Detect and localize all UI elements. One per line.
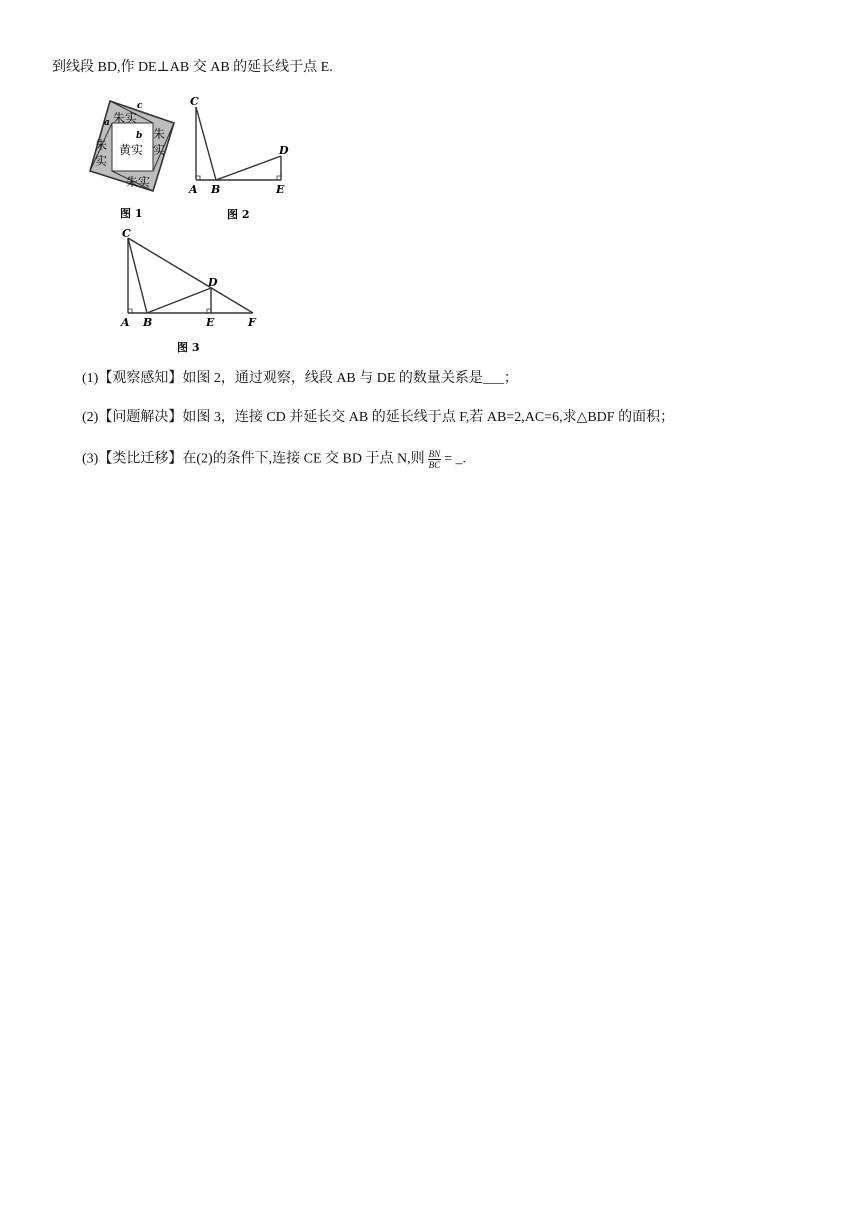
fig1-label-a: a xyxy=(104,118,110,128)
fig3-label-C: C xyxy=(122,227,131,240)
question-2: (2)【问题解决】如图 3，连接 CD 并延长交 AB 的延长线于点 F,若 AB=2,AC=6,求△BDF 的面积； xyxy=(82,410,675,425)
fig2-caption: 图 2 xyxy=(227,208,250,221)
fig3-label-D: D xyxy=(208,276,218,289)
fig2-label-A: A xyxy=(189,183,198,196)
fig1-zhu-left-1: 朱 xyxy=(95,138,108,152)
fig2-label-B: B xyxy=(211,183,221,196)
fig1-label-c: c xyxy=(137,101,143,111)
fraction-denominator: BC xyxy=(428,460,441,470)
question-1: (1)【观察感知】如图 2，通过观察，线段 AB 与 DE 的数量关系是___； xyxy=(82,371,518,386)
question-3-suffix: = _. xyxy=(444,451,467,467)
fig2-label-C: C xyxy=(190,95,199,108)
fig2-label-E: E xyxy=(276,183,285,196)
intro-text: 到线段 BD,作 DE⊥AB 交 AB 的延长线于点 E. xyxy=(52,60,333,75)
fig1-zhu-right-2: 实 xyxy=(153,143,166,157)
ratio-fraction xyxy=(428,449,442,470)
fig1-zhu-left-2: 实 xyxy=(95,154,108,168)
fig3-label-A: A xyxy=(121,316,130,329)
fig1-huang: 黄实 xyxy=(119,143,144,157)
fig3-label-F: F xyxy=(248,316,256,329)
fig1-zhu-top: 朱实 xyxy=(113,111,138,125)
fraction-numerator: BN xyxy=(428,449,441,459)
fig1-zhu-bottom: 朱实 xyxy=(126,175,151,189)
figure-3 xyxy=(114,226,264,356)
fig1-zhu-right-1: 朱 xyxy=(153,127,166,141)
fig1-caption: 图 1 xyxy=(120,207,143,220)
fig2-label-D: D xyxy=(279,144,289,157)
fig3-label-B: B xyxy=(143,316,153,329)
figure-1 xyxy=(86,96,186,226)
question-3-prefix: (3)【类比迁移】在(2)的条件下,连接 CE 交 BD 于点 N,则 xyxy=(82,451,425,467)
fig3-label-E: E xyxy=(206,316,215,329)
question-3 xyxy=(82,449,466,470)
fig1-label-b: b xyxy=(136,131,143,141)
fig3-caption: 图 3 xyxy=(177,341,200,354)
figure-2 xyxy=(184,92,294,226)
